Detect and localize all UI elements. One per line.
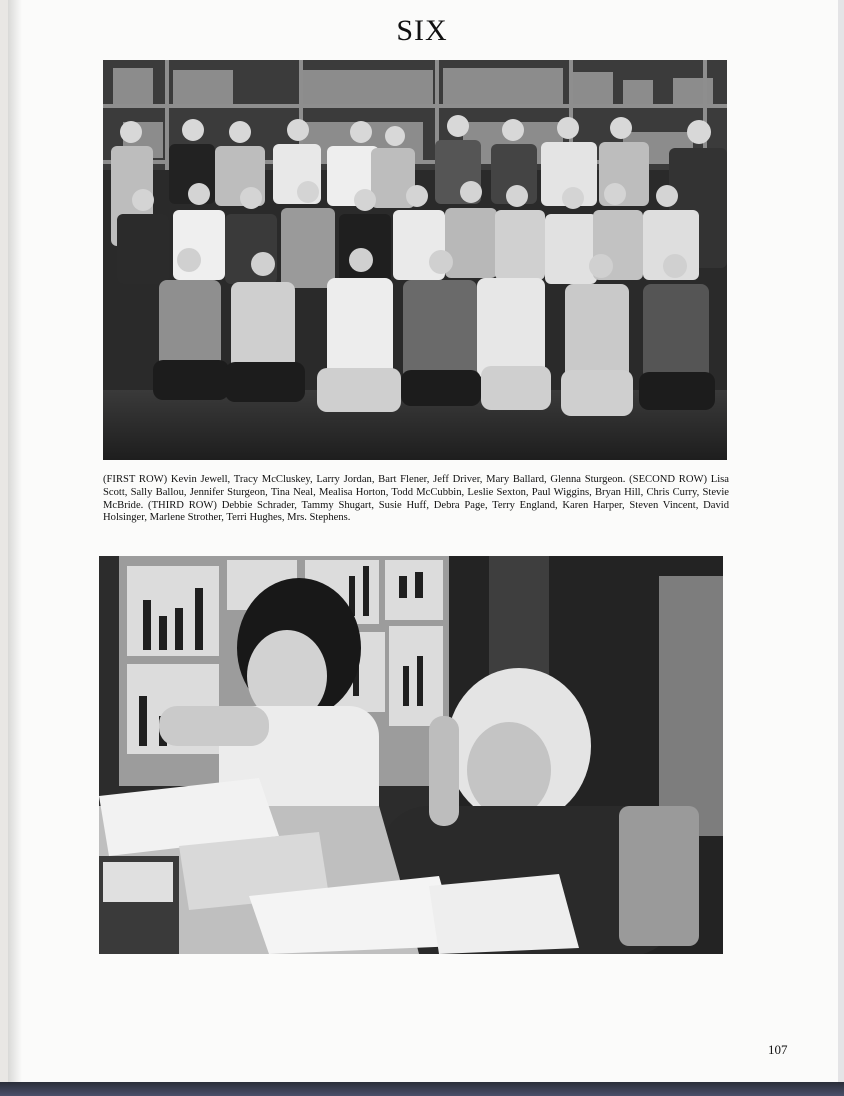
page-title: SIX [396, 14, 448, 47]
students-studying-photo [99, 556, 723, 954]
binding-shadow [8, 0, 22, 1082]
page-edge-right [838, 0, 844, 1082]
class-group-photo-art [103, 60, 727, 460]
page-number: 107 [768, 1042, 788, 1057]
page-edge-bottom [0, 1082, 844, 1096]
class-group-photo [103, 60, 727, 460]
photo-caption: (FIRST ROW) Kevin Jewell, Tracy McCluskey, Larry Jordan, Bart Flener, Jeff Driver, Mary Ballard, Glenna Sturgeon. (SECOND ROW) Lisa Scott, Sally Ballou, Jennifer Sturgeon, Tina Neal, Mealisa Horton, Todd McCubbin, Leslie Sexton, Paul Wiggins, Bryan Hill, Chris Curry, Stevie McBride. (THIRD ROW) Debbie Schrader, Tammy Shugart, Susie Huff, Debra Page, Terry England, Karen Harper, Steven Vincent, David Holsinger, Marlene Strother, Terri Hughes, Mrs. Stephens. [103, 474, 729, 524]
students-studying-photo-art [99, 556, 723, 954]
